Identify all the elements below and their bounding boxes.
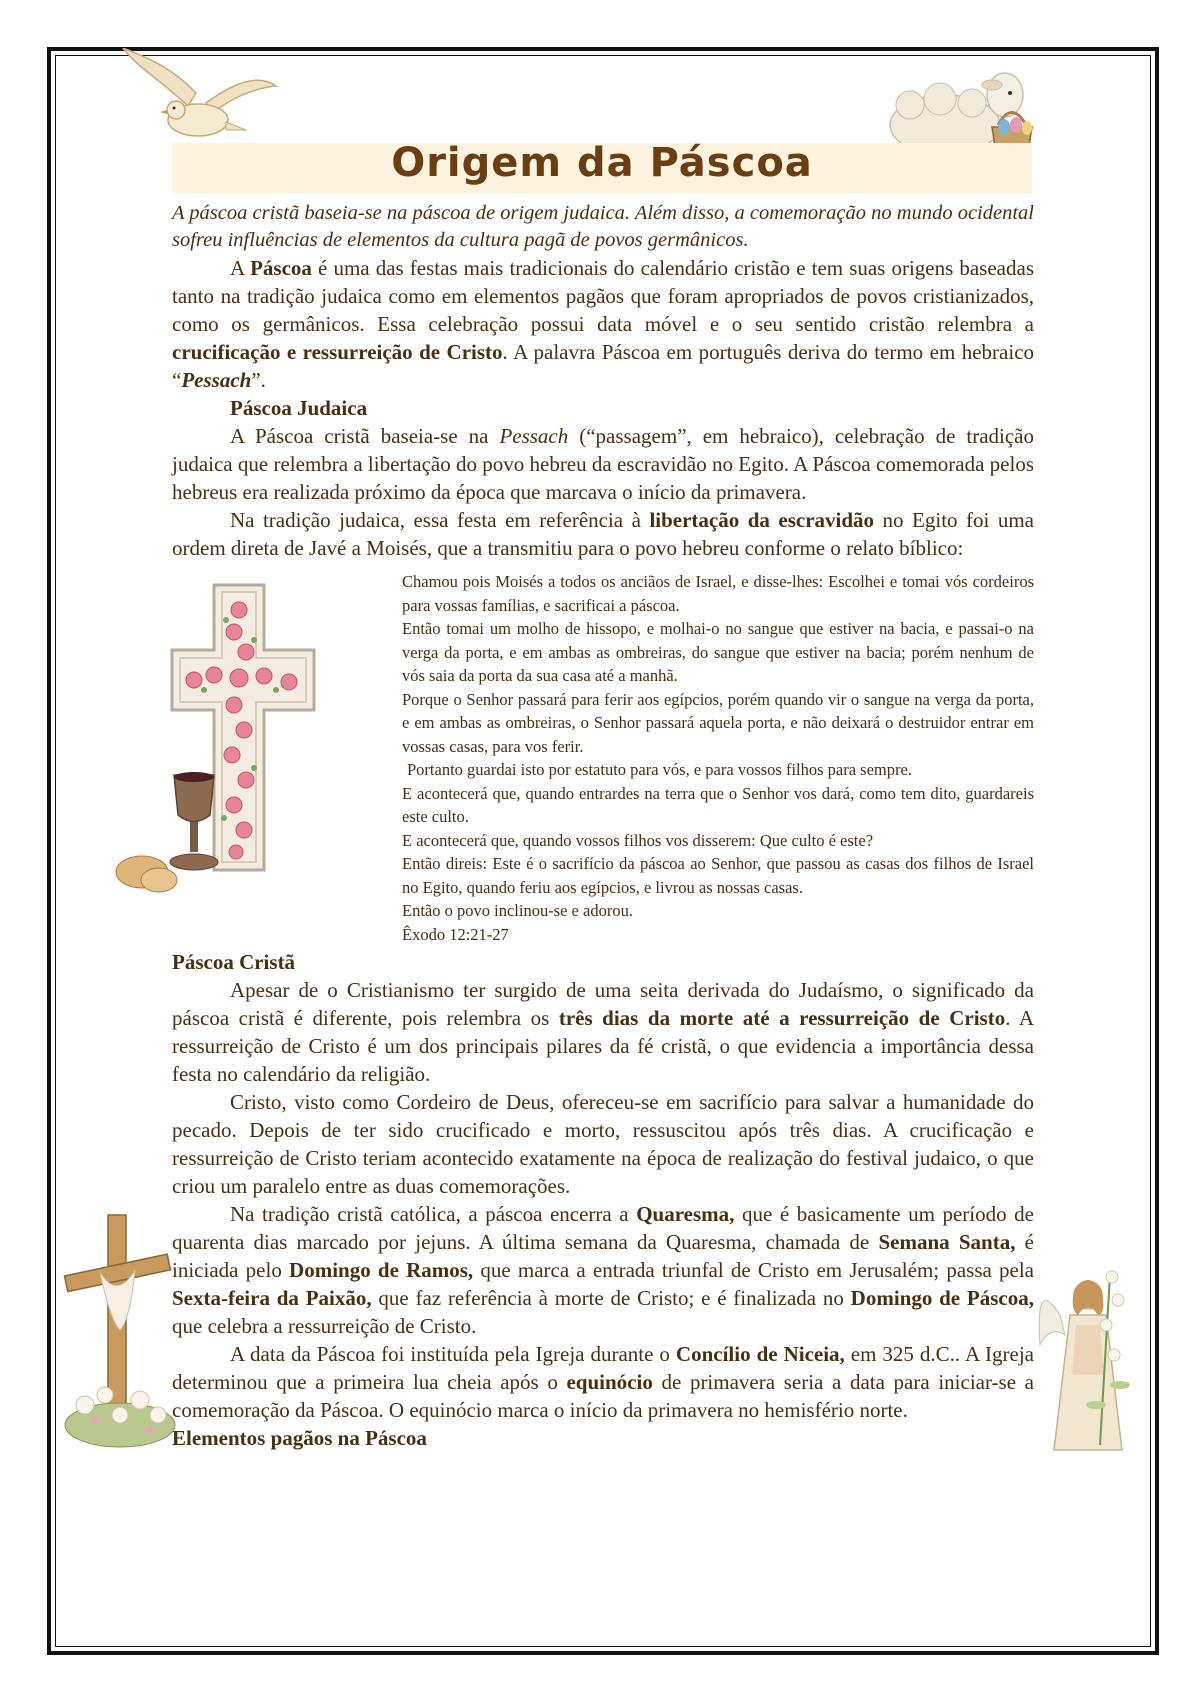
- page-title: Origem da Páscoa: [391, 140, 813, 186]
- biblical-quote: Chamou pois Moisés a todos os anciãos de Israel, e disse-lhes: Escolhei e tomai vós cordeiros para vossas famílias, e sacrificai a páscoa. Então tomai um molho de hissopo, e molhai-o no sangue que estiver na bacia, e passai-o na verga da porta, e em ambas as ombreiras, do sangue que estiver na bacia; porém nenhum de vós saia da porta da sua casa até a manhã. Porque o Senhor passará para ferir aos egípcios, porém quando vir o sangue na verga da porta, e em ambas as ombreiras, o Senhor passará aquela porta, e não deixará o destruidor entrar em vossas casas, para vos ferir. Portanto guardai isto por estatuto para vós, e para vossos filhos para sempre. E acontecerá que, quando entrardes na terra que o Senhor vos dará, como tem dito, guardareis este culto. E acontecerá que, quando vossos filhos vos disserem: Que culto é este? Então direis: Este é o sacrifício da páscoa ao Senhor, que passou as casas dos filhos de Israel no Egito, quando feriu aos egípcios, e livrou as nossas casas. Então o povo inclinou-se e adorou. Êxodo 12:21-27: [402, 570, 1034, 946]
- angel-with-lilies-illustration: [1030, 1255, 1140, 1455]
- quote-reference: Êxodo 12:21-27: [402, 924, 509, 944]
- rose-cross-with-chalice-illustration: [114, 580, 334, 910]
- paragraph-cordeiro: Cristo, visto como Cordeiro de Deus, ofereceu-se em sacrifício para salvar a humanidade do pecado. Depois de ter sido crucificado e morto, ressuscitou após três dias. A crucificação e ressurreição de Cristo teriam acontecido exatamente na época de realização do festival judaico, o que criou um paralelo entre as duas comemorações.: [172, 1090, 1034, 1198]
- heading-pascoa-crista: Páscoa Cristã: [172, 950, 296, 974]
- paragraph-niceia: A data da Páscoa foi instituída pela Igreja durante o Concílio de Niceia, em 325 d.C.. A Igreja determinou que a primeira lua cheia após o equinócio de primavera seria a data para iniciar-se a comemoração da Páscoa. O equinócio marca o início da primavera no hemisfério norte.: [172, 1342, 1034, 1422]
- wooden-cross-with-lilies-illustration: [60, 1210, 180, 1450]
- heading-elementos-pagaos: Elementos pagãos na Páscoa: [172, 1426, 427, 1450]
- dove-illustration: [118, 48, 278, 148]
- paragraph-pascoa-crista: Apesar de o Cristianismo ter surgido de uma seita derivada do Judaísmo, o significado da páscoa cristã é diferente, pois relembra os três dias da morte até a ressurreição de Cristo. A ressurreição de Cristo é um dos principais pilares da fé cristã, o que evidencia a importância dessa festa no calendário da religião.: [172, 978, 1034, 1086]
- heading-pascoa-judaica: Páscoa Judaica: [230, 396, 368, 420]
- document-body: [172, 200, 1034, 1452]
- paragraph-libertacao: Na tradição judaica, essa festa em referência à libertação da escravidão no Egito foi uma ordem direta de Javé a Moisés, que a transmitiu para o povo hebreu conforme o relato bíblico:: [172, 508, 1035, 560]
- paragraph-pascoa: A Páscoa é uma das festas mais tradicionais do calendário cristão e tem suas origens baseadas tanto na tradição judaica como em elementos pagãos que foram apropriados de povos cristianizados, como os germânicos. Essa celebração possui data móvel e o seu sentido cristão relembra a crucificação e ressurreição de Cristo. A palavra Páscoa em português deriva do termo em hebraico “Pessach”.: [172, 256, 1035, 392]
- paragraph-quaresma: Na tradição cristã católica, a páscoa encerra a Quaresma, que é basicamente um período de quarenta dias marcado por jejuns. A última semana da Quaresma, chamada de Semana Santa, é iniciada pelo Domingo de Ramos, que marca a entrada triunfal de Cristo em Jerusalém; passa pela Sexta-feira da Paixão, que faz referência à morte de Cristo; e é finalizada no Domingo de Páscoa, que celebra a ressurreição de Cristo.: [172, 1202, 1035, 1338]
- paragraph-pascoa-judaica: A Páscoa cristã baseia-se na Pessach (“passagem”, em hebraico), celebração de tradição judaica que relembra a libertação do povo hebreu da escravidão no Egito. A Páscoa comemorada pelos hebreus era realizada próximo da época que marcava o início da primavera.: [172, 424, 1034, 504]
- quote-section: [172, 570, 1034, 948]
- intro-paragraph: A páscoa cristã baseia-se na páscoa de origem judaica. Além disso, a comemoração no mundo ocidental sofreu influências de elementos da cultura pagã de povos germânicos.: [172, 202, 1034, 251]
